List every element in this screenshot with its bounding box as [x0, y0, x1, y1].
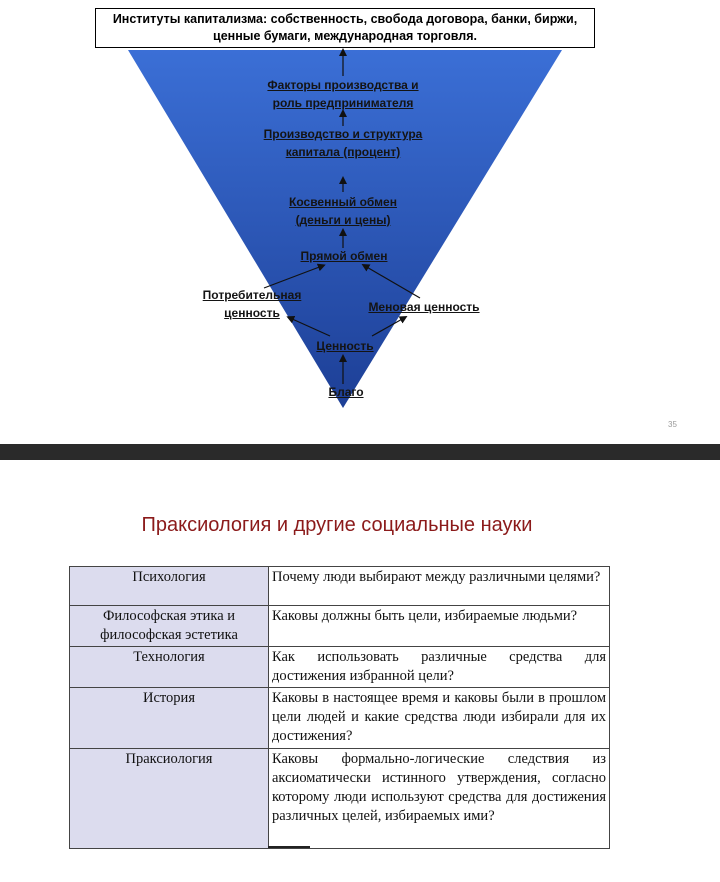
table-row: [70, 567, 610, 606]
question-cell: Каковы формально-логические следствия из аксиоматически истинного утверждения, согласно которому люди используют средства для достижения различных целей, избираемых ими?: [269, 749, 610, 849]
science-cell: Психология: [70, 567, 269, 606]
label-value: Ценность: [316, 339, 374, 353]
table-row: [70, 606, 610, 647]
label-good: Благо: [328, 385, 364, 399]
table-row: [70, 688, 610, 749]
capitalism-institutions-box: Институты капитализма: собственность, свобода договора, банки, биржи, ценные бумаги, международная торговля.: [95, 8, 595, 48]
label-exchange-value: Меновая ценность: [368, 300, 480, 314]
science-cell: Философская этика и философская эстетика: [70, 606, 269, 647]
question-cell: Как использовать различные средства для достижения избранной цели?: [269, 647, 610, 688]
table-row: [70, 647, 610, 688]
science-cell: История: [70, 688, 269, 749]
question-cell: Каковы в настоящее время и каковы были в прошлом цели людей и какие средства люди избирали для их достижения?: [269, 688, 610, 749]
page-number: 35: [668, 420, 677, 429]
sciences-table: [69, 566, 610, 849]
label-indirect-exchange: Косвенный обмен (деньги и цены): [289, 195, 397, 227]
praxeology-slide: [0, 460, 720, 882]
label-factors: Факторы производства и роль предпринимателя: [267, 78, 419, 110]
table-row: [70, 749, 610, 849]
slide-divider: [0, 444, 720, 460]
label-production: Производство и структура капитала (процент): [263, 127, 423, 159]
label-consumer-value: Потребительная ценность: [202, 288, 302, 320]
science-cell: Праксиология: [70, 749, 269, 849]
label-direct-exchange: Прямой обмен: [300, 249, 388, 263]
question-cell: Каковы должны быть цели, избираемые людьми?: [269, 606, 610, 647]
question-cell: Почему люди выбирают между различными целями?: [269, 567, 610, 606]
text-underline-fragment: [268, 846, 310, 848]
slide-title: Праксиология и другие социальные науки: [141, 514, 533, 536]
science-cell: Технология: [70, 647, 269, 688]
